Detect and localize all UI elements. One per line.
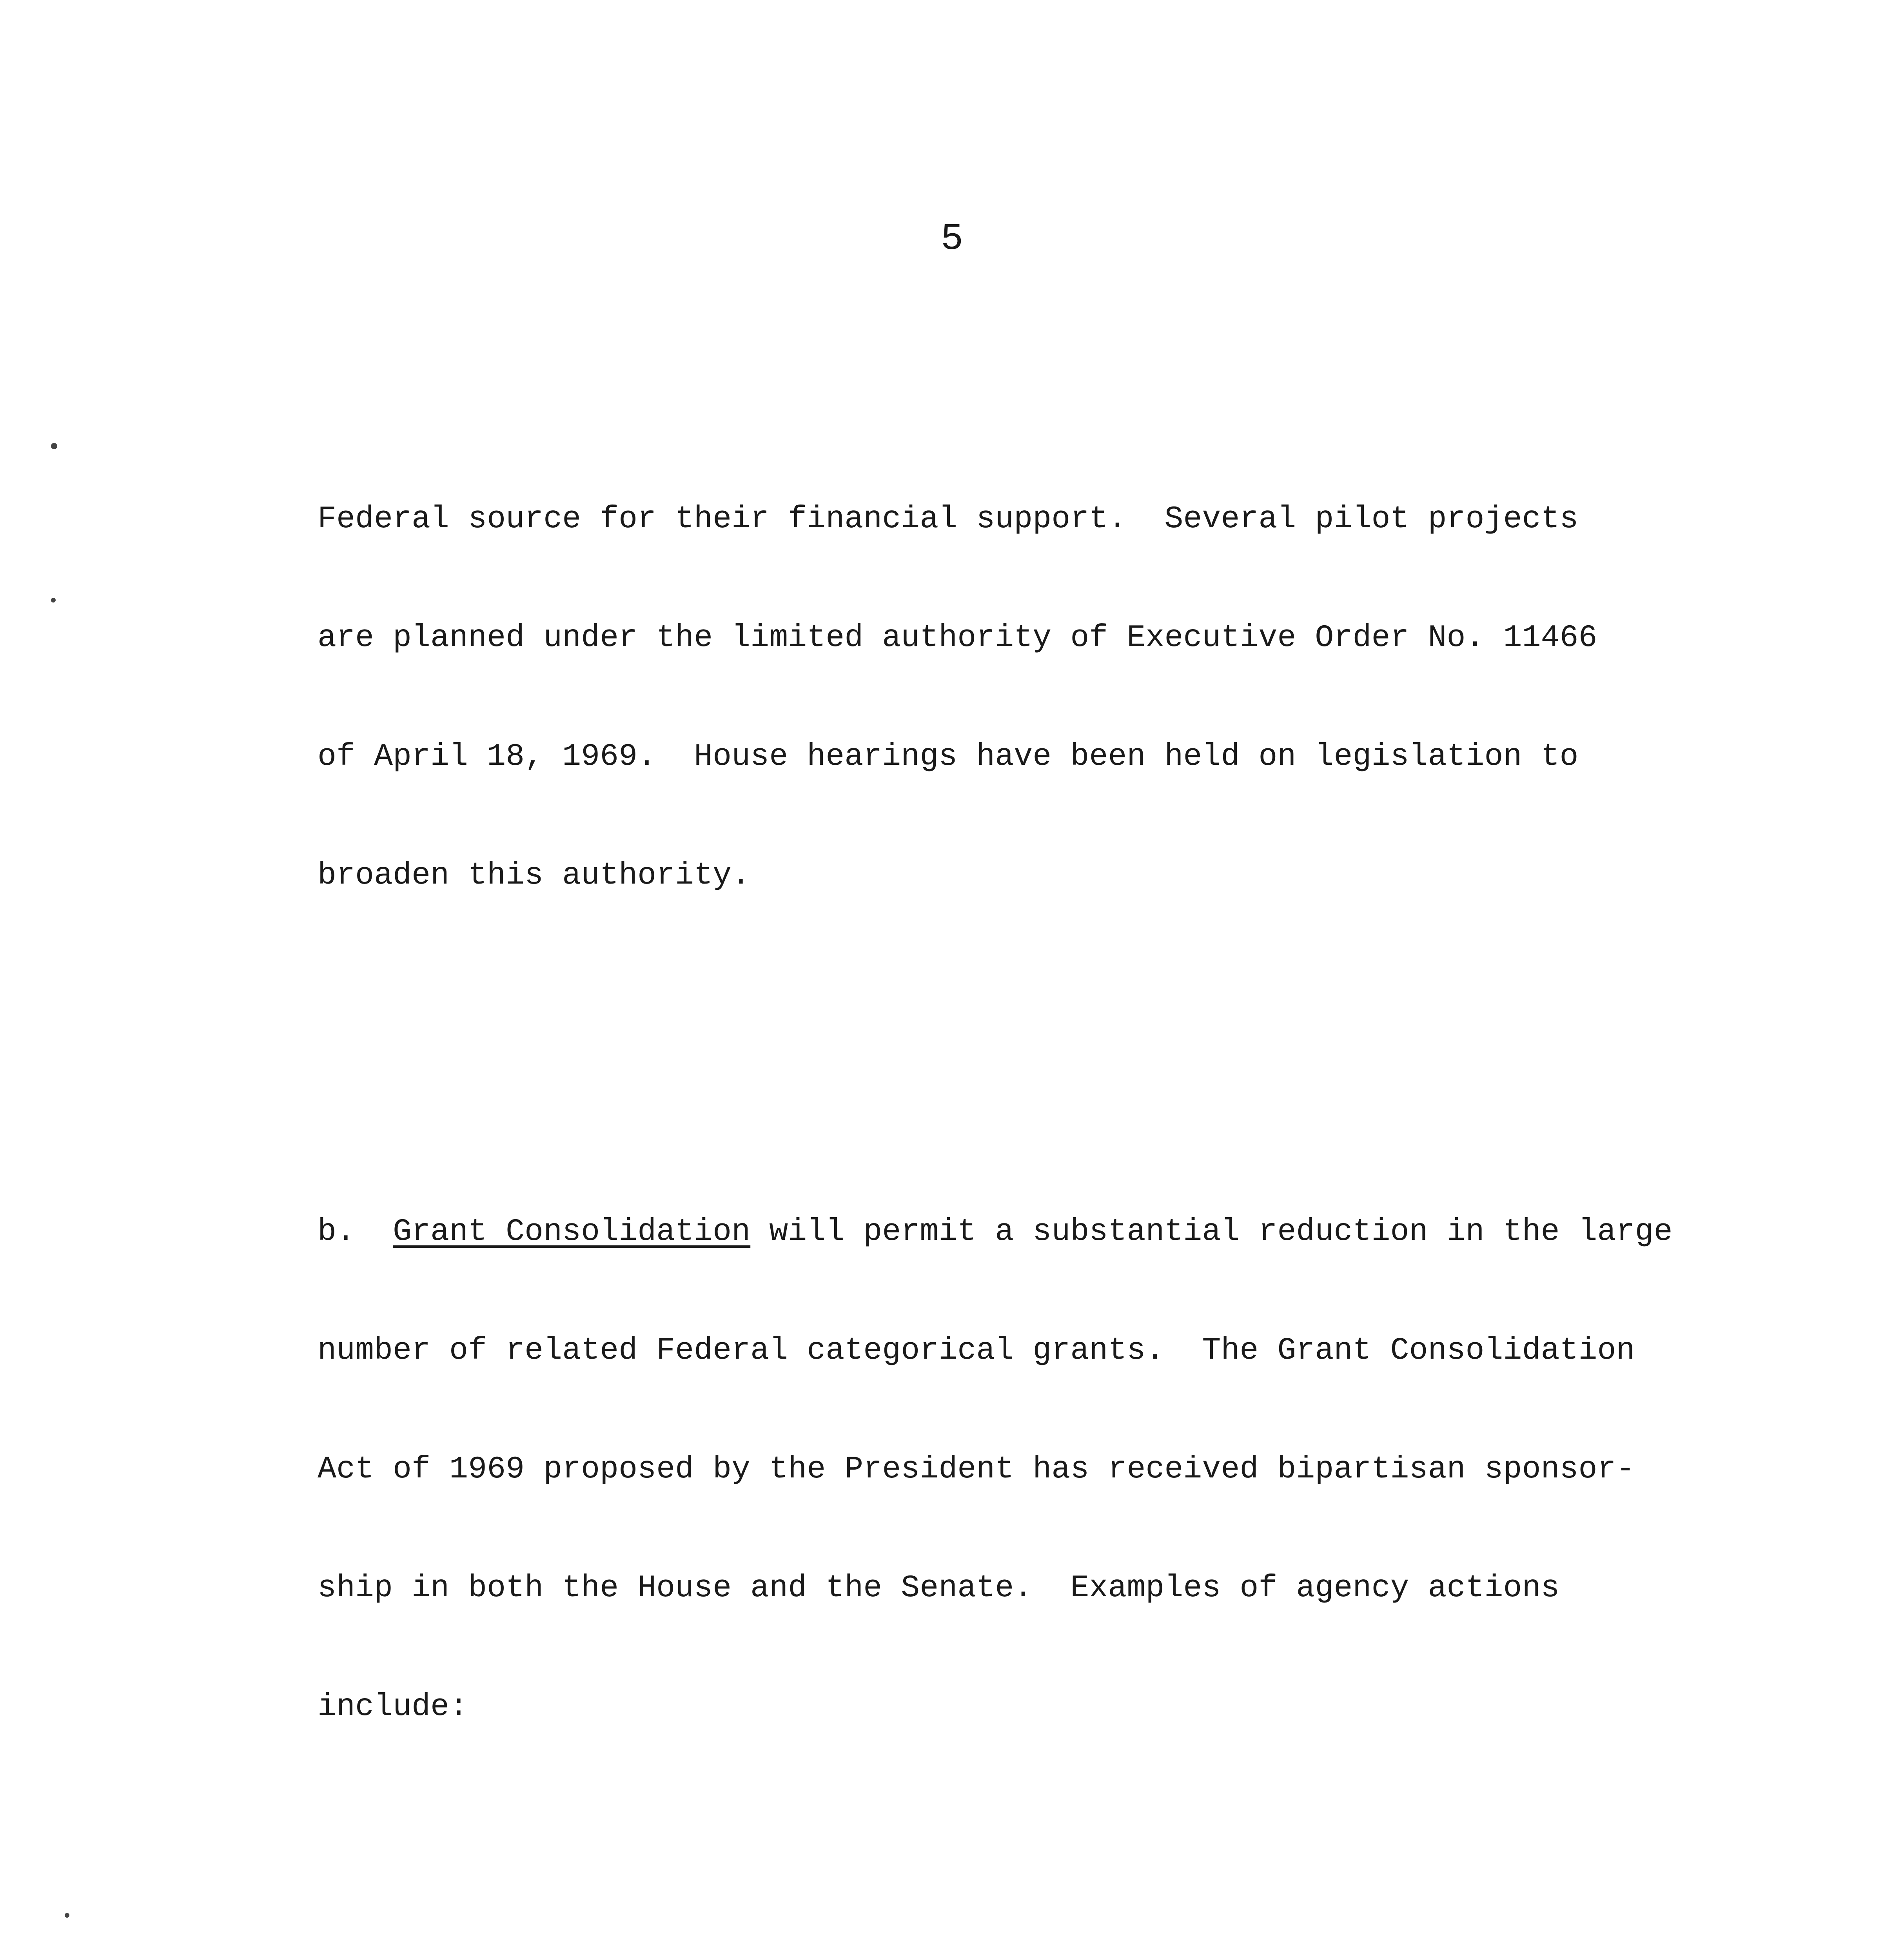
page-number: 5 bbox=[940, 218, 964, 260]
text-run: will permit a substantial reduction in the large bbox=[750, 1214, 1673, 1250]
text-line: include: bbox=[318, 1689, 468, 1725]
text-line: ship in both the House and the Senate. Examples of agency actions bbox=[318, 1570, 1560, 1606]
text-line: Act of 1969 proposed by the President has received bipartisan sponsor- bbox=[318, 1452, 1635, 1487]
grant-consolidation-heading: Grant Consolidation bbox=[393, 1214, 751, 1250]
paragraph-grant-consolidation bbox=[318, 1133, 1846, 1806]
text-line: broaden this authority. bbox=[318, 858, 751, 893]
paragraph-1 bbox=[318, 420, 1846, 975]
item-prefix: b. bbox=[318, 1214, 393, 1250]
text-line: are planned under the limited authority of Executive Order No. 11466 bbox=[318, 620, 1597, 656]
text-line: number of related Federal categorical grants. The Grant Consolidation bbox=[318, 1333, 1635, 1368]
text-line bbox=[318, 1212, 1846, 1252]
text-line: Federal source for their financial support. Several pilot projects bbox=[318, 501, 1579, 537]
body-text bbox=[318, 341, 1846, 1960]
margin-mark bbox=[51, 443, 57, 449]
margin-mark bbox=[51, 598, 56, 603]
text-line: of April 18, 1969. House hearings have been held on legislation to bbox=[318, 739, 1579, 775]
margin-mark bbox=[65, 1913, 69, 1918]
